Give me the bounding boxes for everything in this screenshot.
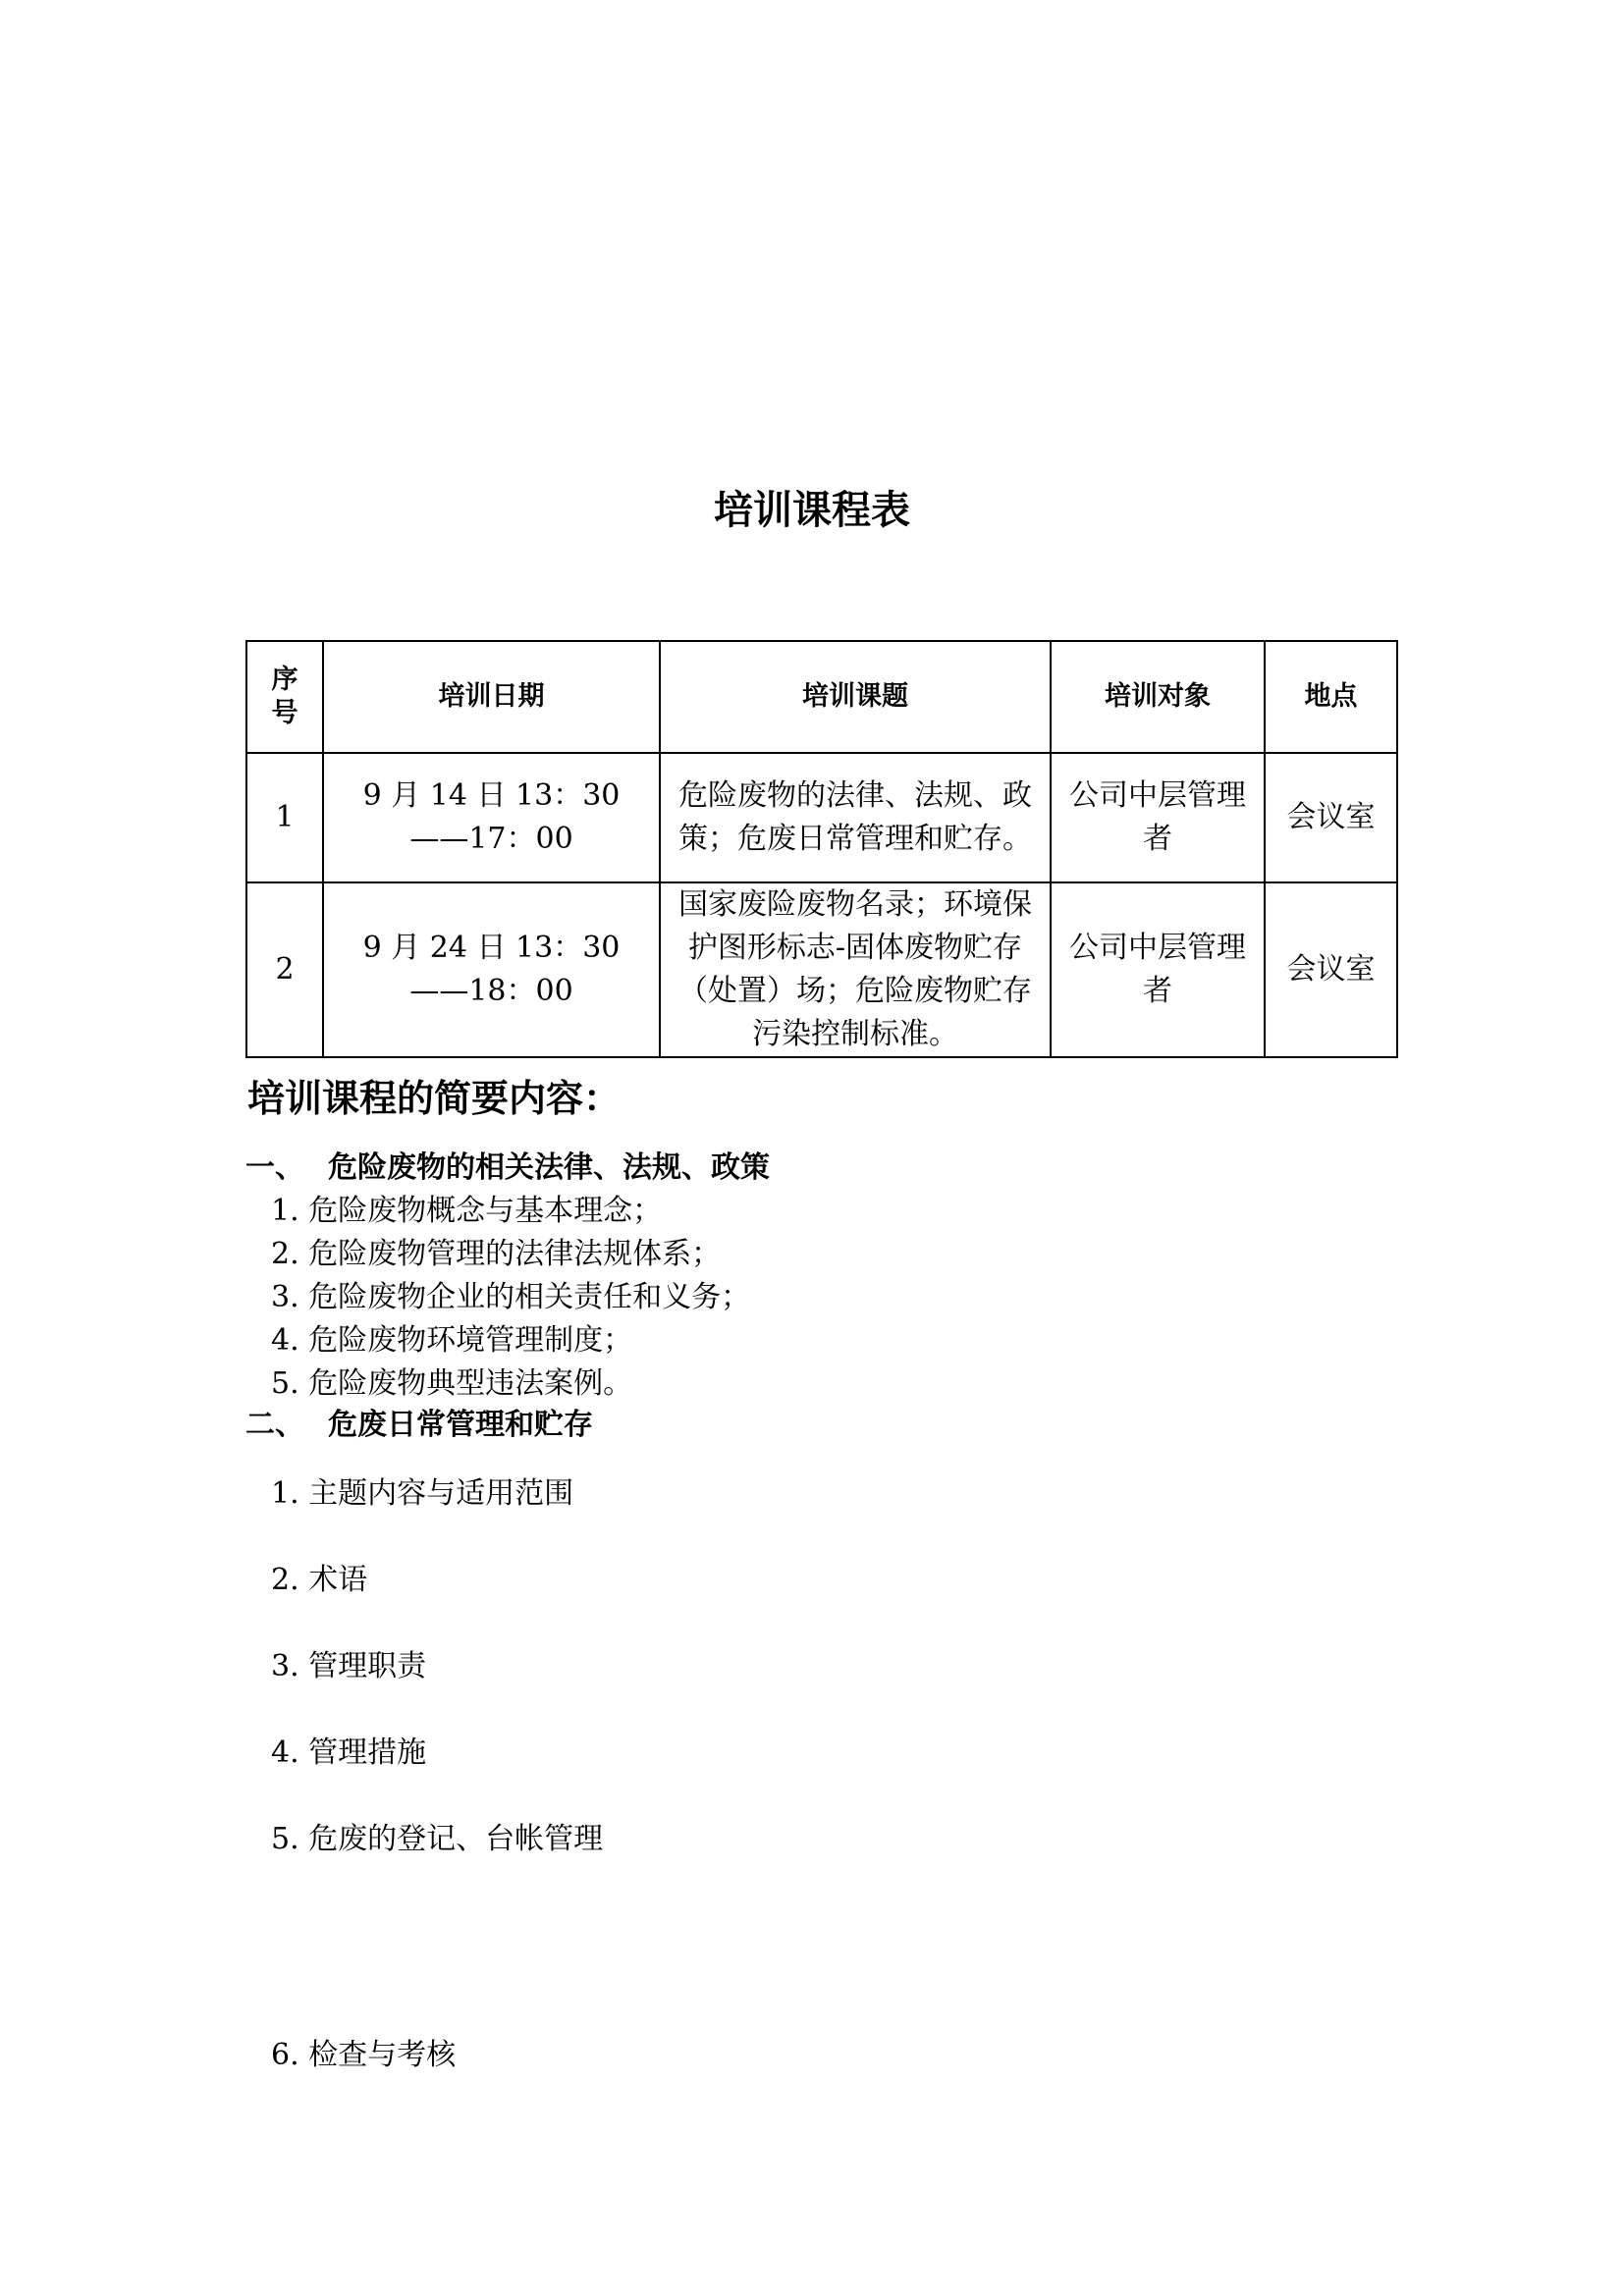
header-date: 培训日期: [323, 641, 660, 753]
item-text: 主题内容与适用范围: [308, 1476, 574, 1511]
item-text: 危险废物概念与基本理念；: [308, 1194, 663, 1228]
item-number: 1.: [271, 1194, 299, 1228]
list-item: [271, 1278, 750, 1317]
item-text: 危险废物企业的相关责任和义务；: [308, 1280, 751, 1314]
list-item: [271, 1474, 573, 1514]
section-number: 一、: [245, 1150, 304, 1185]
item-number: 5.: [271, 1366, 299, 1401]
cell-topic: 国家废险废物名录；环境保护图形标志-固体废物贮存（处置）场；危险废物贮存污染控制标准。: [660, 882, 1051, 1057]
list-item: [271, 1820, 603, 1859]
item-text: 危废的登记、台帐管理: [308, 1822, 604, 1856]
cell-audience: 公司中层管理者: [1051, 753, 1265, 882]
item-number: 4.: [271, 1323, 299, 1358]
cell-date: 9 月 14 日 13：30——17：00: [323, 753, 660, 882]
cell-seq: 2: [246, 882, 323, 1057]
cell-audience: 公司中层管理者: [1051, 882, 1265, 1057]
training-schedule-table: [245, 640, 1398, 1058]
header-location: 地点: [1265, 641, 1397, 753]
list-item: [271, 1364, 632, 1404]
section-heading-2: [245, 1406, 593, 1445]
item-number: 2.: [271, 1563, 299, 1597]
cell-date: 9 月 24 日 13：30——18：00: [323, 882, 660, 1057]
item-text: 危险废物管理的法律法规体系；: [308, 1237, 722, 1271]
section-heading-text: 危废日常管理和贮存: [328, 1408, 593, 1442]
item-number: 3.: [271, 1280, 299, 1314]
item-number: 1.: [271, 1476, 299, 1511]
cell-location: 会议室: [1265, 882, 1397, 1057]
cell-location: 会议室: [1265, 753, 1397, 882]
page-title: 培训课程表: [714, 488, 910, 533]
section-number: 二、: [245, 1408, 304, 1442]
table-row: [246, 882, 1397, 1057]
list-item: [271, 1561, 367, 1600]
item-text: 危险废物典型违法案例。: [308, 1366, 633, 1401]
section-heading-text: 危险废物的相关法律、法规、政策: [328, 1150, 770, 1185]
list-item: [271, 1321, 632, 1361]
header-topic: 培训课题: [660, 641, 1051, 753]
item-number: 3.: [271, 1649, 299, 1683]
item-text: 检查与考核: [308, 2038, 457, 2072]
cell-topic: 危险废物的法律、法规、政策；危废日常管理和贮存。: [660, 753, 1051, 882]
list-item: [271, 1235, 721, 1274]
cell-seq: 1: [246, 753, 323, 882]
item-number: 4.: [271, 1735, 299, 1770]
item-number: 5.: [271, 1822, 299, 1856]
list-item: [271, 1192, 662, 1231]
item-text: 危险废物环境管理制度；: [308, 1323, 633, 1358]
item-text: 管理措施: [308, 1735, 427, 1770]
list-item: [271, 1734, 426, 1773]
table-row: [246, 753, 1397, 882]
item-number: 2.: [271, 1237, 299, 1271]
header-seq: 序号: [246, 641, 323, 753]
item-number: 6.: [271, 2038, 299, 2072]
section-heading-1: [245, 1148, 770, 1188]
item-text: 术语: [308, 1563, 368, 1597]
table-header-row: [246, 641, 1397, 753]
list-item: [271, 1647, 426, 1686]
list-item: [271, 2036, 456, 2075]
summary-title: 培训课程的简要内容：: [247, 1077, 622, 1120]
item-text: 管理职责: [308, 1649, 427, 1683]
header-audience: 培训对象: [1051, 641, 1265, 753]
